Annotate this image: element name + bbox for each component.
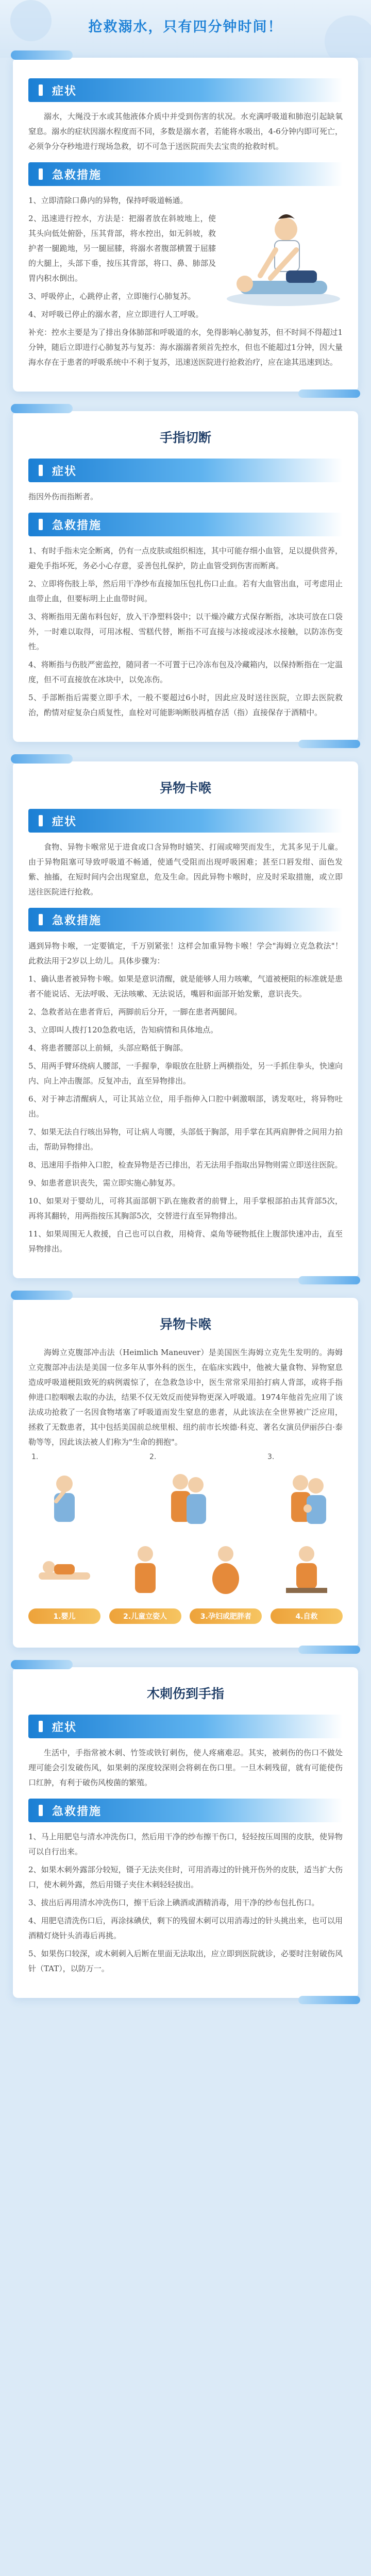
splinter-symptoms-text: 生活中，手指常被木刺、竹签或铁钉刺伤，使人疼痛难忍。其实，被刺伤的伤口不做处理可能会引发破伤风，如果刺的深度较深则会将刺在伤口里。一旦木刺残留，就有可能使伤口红肿，有利于破伤风梭菌的繁殖。: [28, 1748, 343, 1787]
finger-card: [13, 411, 358, 742]
splinter-step-5: 5、如果伤口较深，或木刺刺入后断在里面无法取出，应立即到医院就诊，必要时注射破伤风针（TAT），以防万一。: [28, 1949, 343, 1973]
choking-step-8: 8、迅速用手指伸入口腔，检查异物是否已排出，若无法用手指取出异物则需立即送往医院。: [28, 1160, 343, 1170]
header-banner: [0, 0, 371, 58]
card-ribbon-left: [11, 50, 73, 60]
card-ribbon-right: [298, 1996, 360, 2004]
drowning-symptoms-text: 溺水，大绳没于水或其他液体介质中并受到伤害的状况。水充满呼吸道和肺泡引起缺氧窒息。溺水的症状因溺水程度而不同，多数是溺水者，若能将水吸出，4-6分钟内即可死亡，必须争分夺秒地进行现场急救，切不可急于送医院而失去宝贵的抢救时机。: [28, 112, 343, 151]
choking-step-4: 4、将患者腰部以上前倾，头部应略低于胸部。: [28, 1043, 188, 1053]
choking-step-5: 5、用两手臂环绕病人腰部，一手握拳，拳眼放在肚脐上两横指处，另一手抓住拳头，快速向内、向上冲击腹部。反复冲击，直至异物排出。: [28, 1061, 343, 1086]
finger-step-3: 3、将断指用无菌布料包好，放入干净塑料袋中；以干燥冷藏方式保存断指，冰块可放在口袋外，一时难以取得，可用冰棍、雪糕代替，断指不可直接与冰接或浸冰水接触，以防冻伤变性。: [28, 612, 343, 651]
heading-bar-icon: [39, 914, 43, 925]
card-ribbon-right: [298, 740, 360, 748]
splinter-symptoms-heading: 症状: [28, 1715, 343, 1738]
heimlich-step1-illustration: [28, 1470, 100, 1532]
heimlich-step-numbers: [28, 1453, 343, 1461]
cpr-illustration: [224, 193, 343, 312]
card-ribbon-left: [11, 404, 73, 413]
step-number: 2.: [149, 1453, 157, 1461]
choking-step-7: 7、如果无法自行咳出异物，可让病人弯腰，头部低于胸部，用手掌在其两肩胛骨之间用力拍击，帮助异物排出。: [28, 1127, 343, 1151]
step-number: 3.: [267, 1453, 275, 1461]
splinter-step-2: 2、如果木刺外露部分较短，镊子无法夹住时，可用消毒过的针挑开伤外的皮肤，适当扩大伤口，使木刺外露，然后用镊子夹住木刺轻轻拔出。: [28, 1865, 343, 1889]
finger-step-2: 2、立即将伤肢上举，然后用干净纱布直接加压包扎伤口止血。若有大血管出血，可考虑用止血带止血，但要标明上止血带时间。: [28, 579, 343, 603]
choking-firstaid-heading: 急救措施: [28, 908, 343, 931]
choking-title: 异物卡喉: [159, 781, 211, 795]
heimlich-title: 异物卡喉: [159, 1317, 211, 1332]
choking-step-10: 10、如果对于婴幼儿，可将其面部朝下趴在施救者的前臂上，用手掌根部拍击其背部5次，再将其翻转，用两指按压其胸部5次，交替进行直至异物排出。: [28, 1196, 343, 1221]
finger-title: 手指切断: [159, 430, 211, 445]
label-child-adult: 2.儿童立姿人: [109, 1608, 181, 1624]
card-ribbon-right: [298, 1646, 360, 1654]
heimlich-step3-illustration: [271, 1470, 343, 1532]
choking-step-11: 11、如果周围无人救援，自己也可以自救，用椅背、桌角等硬物抵住上腹部快速冲击，直至异物排出。: [28, 1229, 343, 1253]
heading-bar-icon: [39, 168, 43, 180]
drowning-note: 补充：控水主要是为了排出身体肺部和呼吸道的水，免得影响心肺复苏，但不时间不得超过1分钟，随后立即进行心肺复苏与复苏：海水溺溺者须首先控水，但也不能超过1分钟，因大量海水存在于患者的呼吸系统中不利于复苏，迅速送医院进行抢救治疗，应在途其迅速到达。: [28, 328, 343, 367]
choking-card: [13, 761, 358, 1278]
drowning-step-3: 3、呼吸停止，心跳停止者，立即施行心肺复苏。: [28, 292, 196, 301]
choking-step-1: 1、确认患者被异物卡喉。如果是意识清醒，就是能够人用力咳嗽，气道被梗阻的标准就是患者不能说话、无法呼吸、无法咳嗽、无法说话，嘴唇和面部开始发紫，意识丧失。: [28, 974, 343, 998]
card-ribbon-right: [298, 1276, 360, 1284]
drowning-card: [13, 58, 358, 392]
choking-symptoms-heading: 症状: [28, 809, 343, 833]
finger-step-5: 5、手部断指后需要立即手术，一般不要超过6小时，因此应及时送往医院，立即去医院救治，酌情对症复杂白质复性，血栓对可能影响断肢再植存活（指）直接保存于酒精中。: [28, 693, 343, 717]
choking-symptoms-text: 食物、异物卡喉常见于进食或口含异物时嬉笑、打闹或啼哭而发生，尤其多见于儿童。由于异物阻塞可导致呼吸道不畅通，使通气受阻而出现呼吸困难；甚至口唇发绀、面色发紫、抽搐，在短时间内会出现窒息，危及生命。因此异物卡喉时，应及时采取措施，或立即送往医院进行抢救。: [28, 842, 343, 896]
finger-step-4: 4、将断指与伤肢严密监控，随同者一不可置于已冷冻布包及冷藏箱内，以保持断指在一定温度，但不可直接放在冰块中，以免冻伤。: [28, 660, 343, 684]
card-ribbon-right: [298, 389, 360, 398]
drowning-step-2: 2、迅速进行控水，方法是：把溺者放在斜坡地上，使其头向低处俯卧，压其背部，将水控出，如无斜坡，救护者一腿跪地，另一腿屈膝，将溺水者腹部横置于屈膝的大腿上，头部下垂，按压其背部，将口、鼻、肺部及胃内积水倒出。: [28, 214, 216, 283]
choking-step-2: 2、急救者站在患者背后，两脚前后分开，一脚在患者两腿间。: [28, 1007, 242, 1016]
heimlich-card: [13, 1298, 358, 1648]
splinter-step-3: 3、拔出后再用清水冲洗伤口，擦干后涂上碘酒或酒精消毒，用干净的纱布包扎伤口。: [28, 1898, 319, 1907]
infant-illustration: [28, 1541, 100, 1603]
heimlich-labels: [28, 1608, 343, 1624]
splinter-card: [13, 1667, 358, 1998]
heimlich-illustrations-row-2: [28, 1541, 343, 1603]
choking-step-3: 3、立即叫人拨打120急救电话，告知病情和具体地点。: [28, 1025, 218, 1035]
heimlich-intro: 海姆立克腹部冲击法（Heimlich Maneuver）是美国医生海姆立克先生发明的。海姆立克腹部冲击法是美国一位多年从事外科的医生，在临床实践中，他被大量食物、异物窒息造成呼吸道梗阻致死的病例震惊了，在急救急诊中，医生常常采用拍打病人背部，或将手指伸进口腔咽喉去取的办法，结果不仅无效反而使异物更深入呼吸道。1974年他首先应用了该法成功抢救了一名因食物堵塞了呼吸道而发生窒息的患者，从此该法在全世界被广泛应用，拯救了无数患者，其中包括美国前总统里根、纽约前市长埃德·科克、著名女演员伊丽莎白·泰勒等等，因此该法被人们称为"生命的拥抱"。: [28, 1348, 343, 1447]
splinter-step-4: 4、用肥皂清洗伤口后，再涂抹碘伏，剩下的残留木刺可以用消毒过的针头挑出来，也可以用酒精灯烧针头消毒后再挑。: [28, 1916, 343, 1940]
card-ribbon-left: [11, 1660, 73, 1669]
heimlich-step2-illustration: [149, 1470, 222, 1532]
card-ribbon-left: [11, 1291, 73, 1300]
heading-bar-icon: [39, 1721, 43, 1732]
finger-step-1: 1、有时手指未完全断离，仍有一点皮肤或组织相连，其中可能存细小血管，足以提供营养，避免手指坏死，务必小心存意，妥善包扎保护，防止血管受到伤害而断离。: [28, 546, 343, 570]
drowning-step-1: 1、立即清除口鼻内的异物，保持呼吸道畅通。: [28, 196, 188, 205]
heimlich-illustrations-row-1: [28, 1470, 343, 1532]
page-bottom-spacer: [0, 2018, 371, 2038]
label-infant: 1.婴儿: [28, 1608, 100, 1624]
heading-bar-icon: [39, 84, 43, 96]
drowning-firstaid-heading: 急救措施: [28, 162, 343, 186]
choking-intro: 遇到异物卡喉，一定要镇定，千万别紧张！这样会加重异物卡喉！学会"海姆立克急救法"！此救法用于2岁以上幼儿。具体步骤为：: [28, 941, 343, 965]
splinter-title: 木刺伤到手指: [146, 1686, 224, 1701]
drowning-step-4: 4、对呼吸已停止的溺水者，应立即进行人工呼吸。: [28, 310, 204, 319]
heading-bar-icon: [39, 465, 43, 476]
choking-step-9: 9、如患者意识丧失，需立即实施心肺复苏。: [28, 1178, 180, 1188]
page-title: 抢救溺水，只有四分钟时间！: [88, 19, 283, 35]
step-number: 1.: [31, 1453, 39, 1461]
heading-bar-icon: [39, 1805, 43, 1816]
choking-step-6: 6、对于神志清醒病人，可让其站立位，用手指伸入口腔中刺激咽部，诱发呕吐，将异物吐出。: [28, 1094, 343, 1118]
card-ribbon-left: [11, 754, 73, 764]
finger-symptoms-text: 指因外伤而指断者。: [28, 492, 98, 501]
splinter-firstaid-heading: 急救措施: [28, 1799, 343, 1822]
label-pregnant: 3.孕妇或肥胖者: [190, 1608, 262, 1624]
splinter-step-1: 1、马上用肥皂与清水冲洗伤口，然后用干净的纱布擦干伤口，轻轻按压周围的皮肤，使异物可以自行出来。: [28, 1832, 343, 1856]
heading-bar-icon: [39, 519, 43, 530]
finger-firstaid-heading: 急救措施: [28, 513, 343, 536]
drowning-symptoms-heading: 症状: [28, 78, 343, 102]
label-self-rescue: 4.自救: [271, 1608, 343, 1624]
self-rescue-illustration: [271, 1541, 343, 1603]
pregnant-illustration: [190, 1541, 262, 1603]
child-adult-illustration: [109, 1541, 181, 1603]
heading-bar-icon: [39, 815, 43, 826]
drowning-steps-block: [28, 193, 343, 325]
finger-symptoms-heading: 症状: [28, 459, 343, 482]
